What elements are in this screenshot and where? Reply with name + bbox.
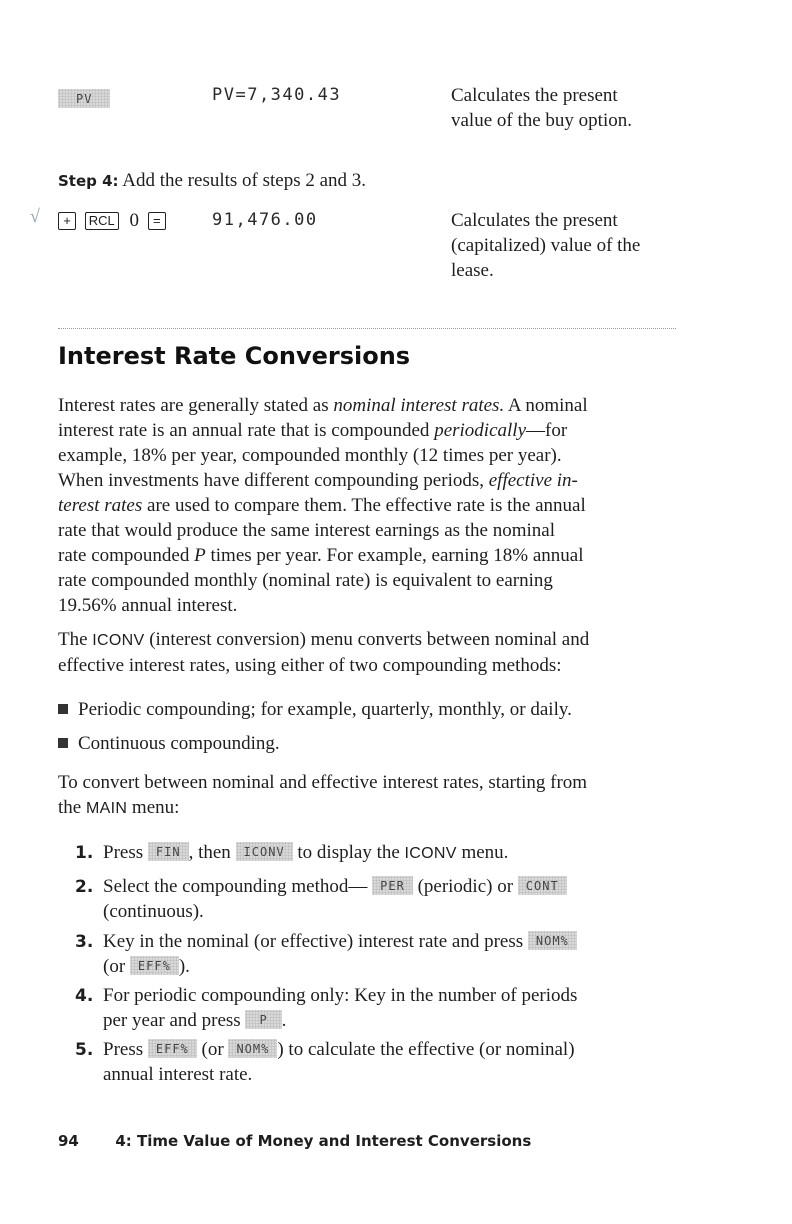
equals-key: =: [148, 212, 166, 230]
rcl-key: RCL: [85, 212, 119, 230]
page-number: 94: [58, 1132, 79, 1150]
step-4: [58, 168, 366, 194]
para1-line-6: rate that would produce the same interest earnings as the nominal: [58, 520, 556, 541]
para2-line-1: The ICONV (interest conversion) menu converts between nominal and: [58, 629, 590, 650]
para1-line-8: rate compounded monthly (nominal rate) is equivalent to earning: [58, 570, 553, 591]
square-bullet-icon: [58, 704, 68, 714]
step-item-3: 3. Key in the nominal (or effective) interest rate and press NOM% (or EFF% ).: [75, 929, 685, 979]
check-mark-icon: √: [30, 206, 40, 226]
page-footer: [58, 1132, 531, 1150]
nom-percent-softkey: NOM%: [228, 1039, 277, 1058]
pv-key-label: PV: [58, 89, 110, 108]
square-bullet-icon: [58, 738, 68, 748]
lease-description: [451, 208, 691, 283]
step-item-2: 2. Select the compounding method— PER (periodic) or CONT (continuous).: [75, 874, 685, 924]
keystroke-sequence: [58, 208, 166, 233]
step-4-text: Add the results of steps 2 and 3.: [122, 170, 367, 191]
pv-description: [451, 83, 691, 133]
para1-line-3: example, 18% per year, compounded monthly (12 times per year).: [58, 445, 562, 466]
section-heading: Interest Rate Conversions: [58, 342, 411, 370]
para1-line-2: interest rate is an annual rate that is compounded periodically—for: [58, 420, 568, 441]
bullet-item-continuous: Continuous compounding.: [58, 731, 688, 756]
nominal-effective-paragraph: [58, 393, 688, 618]
nom-percent-softkey: NOM%: [528, 931, 577, 950]
per-softkey: PER: [372, 876, 413, 895]
para1-line-1: Interest rates are generally stated as nominal interest rates. A nominal: [58, 395, 588, 416]
bullet-item-periodic: Periodic compounding; for example, quarterly, monthly, or daily.: [58, 697, 688, 722]
para3-line-1: To convert between nominal and effective interest rates, starting from: [58, 772, 588, 793]
fin-softkey: FIN: [148, 842, 189, 861]
eff-percent-softkey: EFF%: [148, 1039, 197, 1058]
para3-line-2: the MAIN menu:: [58, 797, 180, 818]
digit-zero: 0: [129, 210, 140, 231]
iconv-paragraph: [58, 627, 688, 678]
lease-description-line-2: (capitalized) value of the: [451, 235, 641, 256]
para2-line-2: effective interest rates, using either of two compounding methods:: [58, 655, 562, 676]
pv-display-value: PV=7,340.43: [212, 85, 342, 105]
section-divider: [58, 328, 676, 329]
iconv-menu-name: ICONV: [92, 632, 145, 649]
step-item-5: 5. Press EFF% (or NOM% ) to calculate the effective (or nominal) annual interest rate.: [75, 1039, 575, 1085]
pv-softkey: [58, 89, 110, 110]
chapter-title: 4: Time Value of Money and Interest Conversions: [115, 1132, 532, 1150]
instructions-intro: [58, 770, 688, 821]
pv-description-line-2: value of the buy option.: [451, 110, 632, 131]
step-item-4: 4. For periodic compounding only: Key in the number of periods per year and press P .: [75, 985, 578, 1031]
step-item-1: 1. Press FIN , then ICONV to display the ICONV menu.: [75, 842, 509, 863]
p-softkey: P: [245, 1010, 281, 1029]
cont-softkey: CONT: [518, 876, 567, 895]
step-4-label: Step 4:: [58, 172, 119, 190]
lease-description-line-1: Calculates the present: [451, 210, 618, 231]
para1-line-4: When investments have different compounding periods, effective in-: [58, 470, 578, 491]
eff-percent-softkey: EFF%: [130, 956, 179, 975]
iconv-softkey: ICONV: [236, 842, 293, 861]
para1-line-9: 19.56% annual interest.: [58, 595, 238, 616]
lease-description-line-3: lease.: [451, 260, 494, 281]
main-menu-name: MAIN: [85, 800, 128, 817]
pv-description-line-1: Calculates the present: [451, 85, 618, 106]
lease-display-value: 91,476.00: [212, 210, 318, 230]
para1-line-7: rate compounded P times per year. For example, earning 18% annual: [58, 545, 584, 566]
plus-key: +: [58, 212, 76, 230]
para1-line-5: terest rates are used to compare them. The effective rate is the annual: [58, 495, 586, 516]
